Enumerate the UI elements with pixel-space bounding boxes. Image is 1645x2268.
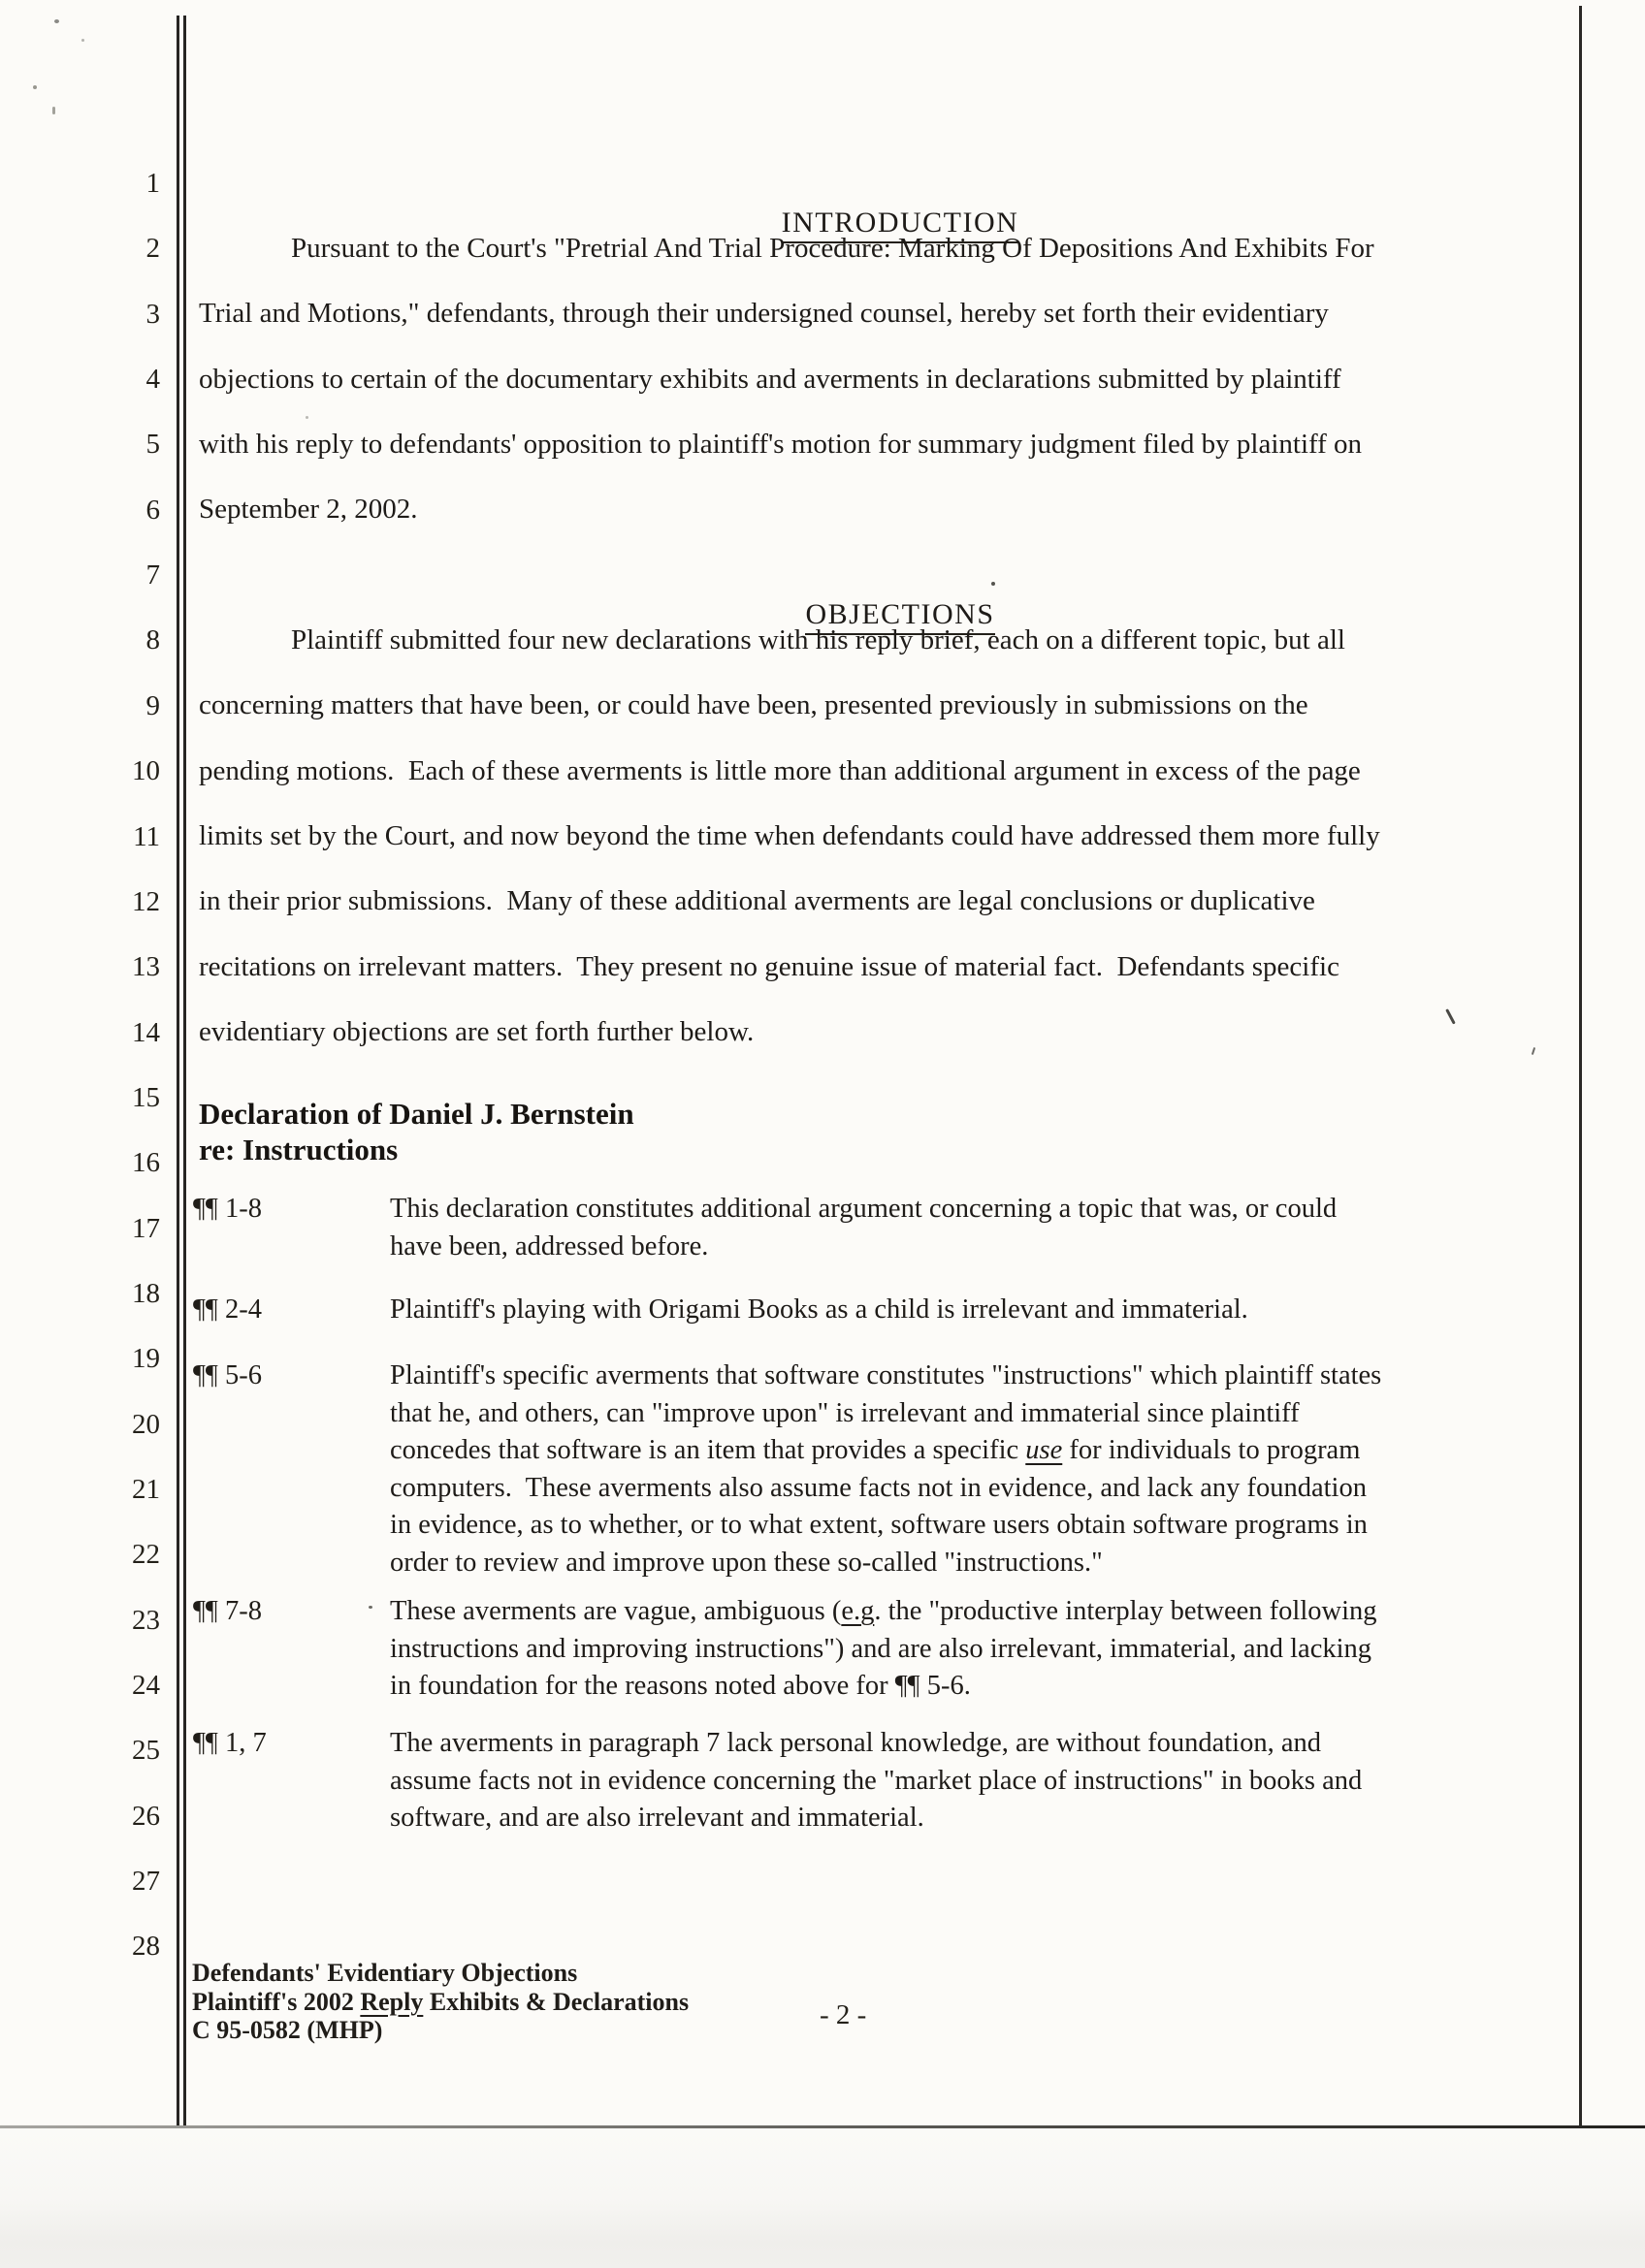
- line-number: 14: [132, 1016, 160, 1048]
- scan-speck: [306, 416, 308, 419]
- paragraph-line: recitations on irrelevant matters. They present no genuine issue of material fact. Defendants specific: [199, 950, 1339, 982]
- scan-speck: [54, 19, 59, 23]
- left-margin-rule-outer: [177, 16, 179, 2125]
- entry-line: have been, addressed before.: [390, 1230, 709, 1262]
- line-number: 23: [132, 1604, 160, 1636]
- line-number: 4: [145, 364, 160, 396]
- paragraph-ref-label: ¶¶ 7-8: [193, 1596, 262, 1626]
- objection-entry: [193, 1593, 1575, 1706]
- paragraph-line: September 2, 2002.: [199, 494, 418, 526]
- paragraph-line: Plaintiff submitted four new declarations with his reply brief, each on a different topic, but all: [291, 624, 1345, 655]
- scan-speck: [52, 107, 55, 114]
- paragraph-ref-label: ¶¶ 2-4: [193, 1294, 262, 1325]
- case-number: C 95-0582 (MHP): [192, 2016, 383, 2044]
- line-number: 10: [132, 755, 160, 787]
- line-number: 15: [132, 1081, 160, 1113]
- paragraph-line: limits set by the Court, and now beyond the time when defendants could have addressed them more fully: [199, 820, 1380, 852]
- introduction-heading-text: INTRODUCTION: [782, 207, 1019, 243]
- line-number: 25: [132, 1735, 160, 1767]
- entry-line: software, and are also irrelevant and immaterial.: [390, 1803, 924, 1833]
- paragraph-line: evidentiary objections are set forth further below.: [199, 1016, 755, 1048]
- objection-entry: [193, 1292, 1575, 1329]
- emphasized-word: use: [1025, 1435, 1063, 1465]
- objection-entry: [193, 1358, 1575, 1581]
- line-number: 9: [145, 689, 160, 721]
- left-margin-rule-inner: [183, 16, 186, 2125]
- line-number: 17: [132, 1212, 160, 1244]
- scan-speck: [81, 39, 84, 42]
- entry-line: computers. These averments also assume facts not in evidence, and lack any foundation: [390, 1472, 1367, 1503]
- paragraph-ref-label: ¶¶ 5-6: [193, 1360, 262, 1390]
- entry-line: The averments in paragraph 7 lack personal knowledge, are without foundation, and: [390, 1728, 1321, 1758]
- line-number: 13: [132, 951, 160, 983]
- line-number: 3: [145, 298, 160, 330]
- entry-line: assume facts not in evidence concerning the "market place of instructions" in books and: [390, 1765, 1363, 1796]
- line-number: 11: [133, 820, 160, 852]
- entry-line: Plaintiff's playing with Origami Books as a child is irrelevant and immaterial.: [390, 1294, 1248, 1325]
- footer-subtitle-part: Plaintiff's 2002: [192, 1987, 361, 2016]
- objection-entry-body: [390, 1725, 1575, 1837]
- scan-speck: [33, 85, 37, 89]
- objection-entry: [193, 1191, 1575, 1265]
- scan-speck: [369, 1606, 372, 1609]
- line-number: 8: [145, 624, 160, 656]
- paragraph-ref-label: ¶¶ 1-8: [193, 1194, 262, 1224]
- objection-entry-body: [390, 1358, 1575, 1581]
- declaration-subtitle: re: Instructions: [199, 1133, 399, 1166]
- entry-line: in evidence, as to whether, or to what extent, software users obtain software programs in: [390, 1510, 1368, 1540]
- paragraph-line: Pursuant to the Court's "Pretrial And Trial Procedure: Marking Of Depositions And Exhibits For: [291, 233, 1374, 264]
- line-number: 18: [132, 1277, 160, 1309]
- case-footer: [192, 1959, 1065, 2045]
- line-number: 20: [132, 1408, 160, 1440]
- entry-line: instructions and improving instructions") and are also irrelevant, immaterial, and lacking: [390, 1633, 1372, 1664]
- line-number: 22: [132, 1539, 160, 1571]
- line-number: 7: [145, 559, 160, 591]
- paragraph-line: Trial and Motions," defendants, through their undersigned counsel, hereby set forth their evidentiary: [199, 298, 1329, 330]
- objection-entry: [193, 1725, 1575, 1837]
- line-number: 26: [132, 1800, 160, 1832]
- objection-entry-body: [390, 1593, 1575, 1706]
- scanner-background-band: [0, 2128, 1645, 2268]
- entry-line: Plaintiff's specific averments that software constitutes "instructions" which plaintiff states: [390, 1360, 1382, 1390]
- paragraph-line: objections to certain of the documentary exhibits and averments in declarations submitted by plaintiff: [199, 363, 1341, 395]
- line-number: 16: [132, 1147, 160, 1179]
- declaration-title: Declaration of Daniel J. Bernstein: [199, 1097, 634, 1131]
- entry-line-part: . the "productive interplay between following: [874, 1596, 1377, 1626]
- entry-line: that he, and others, can "improve upon" is irrelevant and immaterial since plaintiff: [390, 1397, 1300, 1428]
- objection-entry-body: [390, 1191, 1575, 1265]
- footer-underlined-word: Reply: [360, 1987, 424, 2016]
- entry-line-part: concedes that software is an item that provides a specific: [390, 1435, 1026, 1465]
- line-number: 2: [145, 233, 160, 265]
- intro-paragraph: [199, 216, 1576, 543]
- line-number: 28: [132, 1931, 160, 1963]
- paragraph-line: concerning matters that have been, or could have been, presented previously in submissions on the: [199, 689, 1308, 721]
- paragraph-ref-label: ¶¶ 1, 7: [193, 1728, 267, 1758]
- line-number: 1: [145, 168, 160, 199]
- objections-heading-text: OBJECTIONS: [805, 598, 994, 635]
- declaration-heading: [199, 1096, 1557, 1167]
- right-margin-rule: [1579, 6, 1582, 2125]
- entry-line: [390, 1432, 1575, 1470]
- entry-line: in foundation for the reasons noted above for ¶¶ 5-6.: [390, 1671, 971, 1701]
- line-number: 5: [145, 429, 160, 461]
- page-number: - 2 -: [820, 1999, 867, 2030]
- entry-line: This declaration constitutes additional argument concerning a topic that was, or could: [390, 1194, 1338, 1224]
- line-number: 19: [132, 1343, 160, 1375]
- objections-paragraph: [199, 608, 1576, 1065]
- entry-line-part: for individuals to program: [1062, 1435, 1361, 1465]
- entry-line: [390, 1593, 1575, 1631]
- paragraph-line: in their prior submissions. Many of these additional averments are legal conclusions or duplicative: [199, 885, 1315, 917]
- footer-subtitle: [192, 1988, 1065, 2017]
- entry-line: order to review and improve upon these so-called "instructions.": [390, 1547, 1103, 1578]
- line-number: 21: [132, 1474, 160, 1505]
- line-number: 24: [132, 1670, 160, 1702]
- footer-subtitle-part: Exhibits & Declarations: [423, 1987, 690, 2016]
- line-number-column: [39, 0, 160, 2133]
- paragraph-line: pending motions. Each of these averments is little more than additional argument in excess of the page: [199, 754, 1361, 786]
- entry-line-part: These averments are vague, ambiguous (: [390, 1596, 842, 1626]
- emphasized-abbreviation: e.g: [841, 1596, 875, 1626]
- objection-entry-body: [390, 1292, 1575, 1329]
- line-number: 27: [132, 1866, 160, 1898]
- scan-speck: [991, 582, 995, 586]
- paragraph-line: with his reply to defendants' opposition to plaintiff's motion for summary judgment filed by plaintiff on: [199, 429, 1363, 461]
- footer-title: Defendants' Evidentiary Objections: [192, 1959, 578, 1987]
- line-number: 6: [145, 494, 160, 526]
- line-number: 12: [132, 885, 160, 917]
